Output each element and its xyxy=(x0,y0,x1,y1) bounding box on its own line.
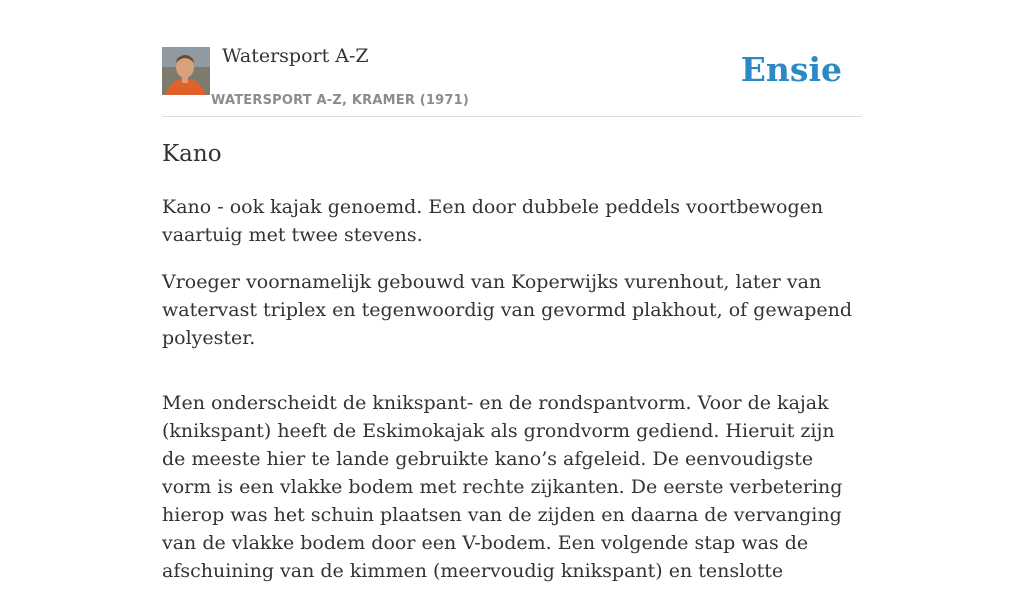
author-name[interactable]: Watersport A-Z xyxy=(222,45,369,67)
paragraph: Kano - ook kajak genoemd. Een door dubbele peddels voortbewogen vaartuig met twee stevens. xyxy=(162,196,824,246)
article-title: Kano xyxy=(162,141,222,167)
article-header xyxy=(162,0,862,117)
paragraph: Men onderscheidt de knikspant- en de rondspantvorm. Voor de kajak (knikspant) heeft de Eskimokajak als grondvorm gediend. Hieruit zijn de meeste hier te lande gebruikte kano’s afgeleid. De eenvoudigste vorm is een vlakke bodem met rechte zijkanten. De eerste verbetering hierop was het schuin plaatsen van de zijden en daarna de vervanging van de vlakke bodem door een V-bodem. Een volgende stap was de afschuining van de kimmen (meervoudig knikspant) en tenslotte xyxy=(162,392,843,582)
article-body xyxy=(162,136,864,604)
avatar-photo-icon xyxy=(162,47,210,95)
source-label[interactable]: WATERSPORT A-Z, KRAMER (1971) xyxy=(211,93,470,108)
author-avatar[interactable] xyxy=(162,47,210,95)
paragraph: Vroeger voornamelijk gebouwd van Koperwijks vurenhout, later van watervast triplex en tegenwoordig van gevormd plakhout, of gewapend polyester. xyxy=(162,271,853,349)
ensie-logo[interactable]: Ensie xyxy=(740,50,842,89)
